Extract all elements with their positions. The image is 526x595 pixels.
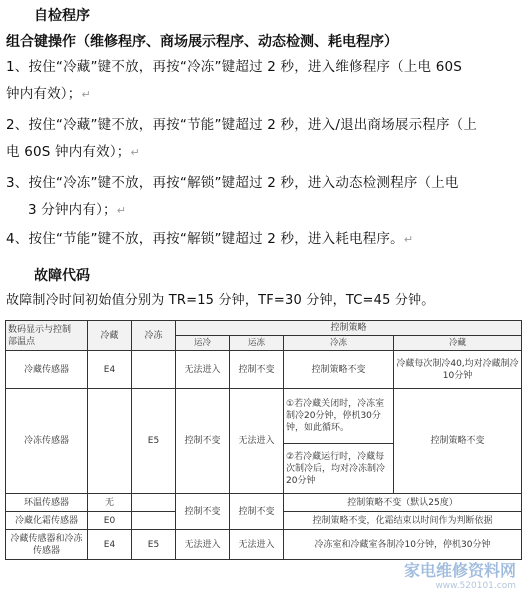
- item-2-line-1: 2、按住“冷藏”键不放，再按“节能”键超过 2 秒，进入/退出商场展示程序（上: [6, 117, 478, 133]
- subheader-4: 冷藏: [394, 336, 522, 351]
- cell-name: 冷藏传感器: [6, 351, 88, 389]
- cell-s3b: ②若冷藏运行时，冷藏每次制冷后，均对冷冻制冷20分钟: [284, 444, 394, 494]
- cell-s1: 控制不变: [176, 494, 230, 530]
- cell-freezer-code: [132, 494, 176, 512]
- header-strategy: 控制策略: [176, 321, 522, 336]
- cell-name: 环温传感器: [6, 494, 88, 512]
- table-row: [6, 389, 522, 444]
- fault-intro: 故障制冷时间初始值分别为 TR=15 分钟，TF=30 分钟，TC=45 分钟。: [6, 293, 435, 308]
- subheader-3: 冷冻: [284, 336, 394, 351]
- fault-title: 故障代码: [34, 268, 90, 284]
- self-test-title: 自检程序: [34, 8, 90, 24]
- cell-s2: 无法进入: [230, 530, 284, 560]
- item-3-line-1: 3、按住“冷冻”键不放，再按“解锁”键超过 2 秒，进入动态检测程序（上电: [6, 175, 459, 191]
- cell-fridge-code: E0: [88, 512, 132, 530]
- table-row: [6, 530, 522, 560]
- subheader-2: 运冻: [230, 336, 284, 351]
- cell-freezer-code: E5: [132, 389, 176, 494]
- table-row: [6, 351, 522, 389]
- table-row: [6, 494, 522, 512]
- table-header-row: [6, 321, 522, 336]
- subheader-1: 运冷: [176, 336, 230, 351]
- cell-s1: 无法进入: [176, 530, 230, 560]
- cell-s34: 控制策略不变（默认25度）: [284, 494, 522, 512]
- site-watermark: 家电维修资料网 www.520101.com: [403, 561, 516, 591]
- cell-fridge-code: 无: [88, 494, 132, 512]
- header-freezer: 冷冻: [132, 321, 176, 351]
- item-1-line-1: 1、按住“冷藏”键不放，再按“冷冻”键超过 2 秒，进入维修程序（上电 60S: [6, 59, 463, 75]
- cell-s1: 无法进入: [176, 351, 230, 389]
- cell-s34: 控制策略不变，化霜结束以时间作为判断依据: [284, 512, 522, 530]
- cell-fridge-code: [88, 389, 132, 494]
- cell-name: 冷冻传感器: [6, 389, 88, 494]
- cell-name: 冷藏化霜传感器: [6, 512, 88, 530]
- cell-s2: 控制不变: [230, 494, 284, 530]
- cell-s3: 控制策略不变: [284, 351, 394, 389]
- header-fridge: 冷藏: [88, 321, 132, 351]
- header-sensor: 数码显示与控制 部温点: [6, 321, 88, 351]
- item-4-line-1: 4、按住“节能”键不放，再按“解锁”键超过 2 秒，进入耗电程序。↵: [6, 231, 414, 247]
- item-1-line-2: 钟内有效）；↵: [6, 86, 91, 102]
- cell-freezer-code: [132, 512, 176, 530]
- fault-code-table: [5, 320, 522, 560]
- cell-name: 冷藏传感器和冷冻传感器: [6, 530, 88, 560]
- item-2-line-2: 电 60S 钟内有效）；↵: [6, 144, 140, 160]
- cell-s3a: ①若冷藏关闭时，冷冻室制冷20分钟，停机30分钟，如此循环。: [284, 389, 394, 444]
- combo-title: 组合键操作（维修程序、商场展示程序、动态检测、耗电程序）: [6, 34, 398, 50]
- cell-s34: 冷冻室和冷藏室各制冷10分钟，停机30分钟: [284, 530, 522, 560]
- cell-freezer-code: [132, 351, 176, 389]
- item-3-line-2: 3 分钟内有）；↵: [28, 202, 127, 218]
- cell-freezer-code: E5: [132, 530, 176, 560]
- cell-s4: 冷藏每次制冷40,均对冷藏制冷10分钟: [394, 351, 522, 389]
- cell-fridge-code: E4: [88, 351, 132, 389]
- cell-fridge-code: E4: [88, 530, 132, 560]
- cell-s2: 控制不变: [230, 351, 284, 389]
- cell-s2: 无法进入: [230, 389, 284, 494]
- cell-s4: 控制策略不变: [394, 389, 522, 494]
- cell-s1: 控制不变: [176, 389, 230, 494]
